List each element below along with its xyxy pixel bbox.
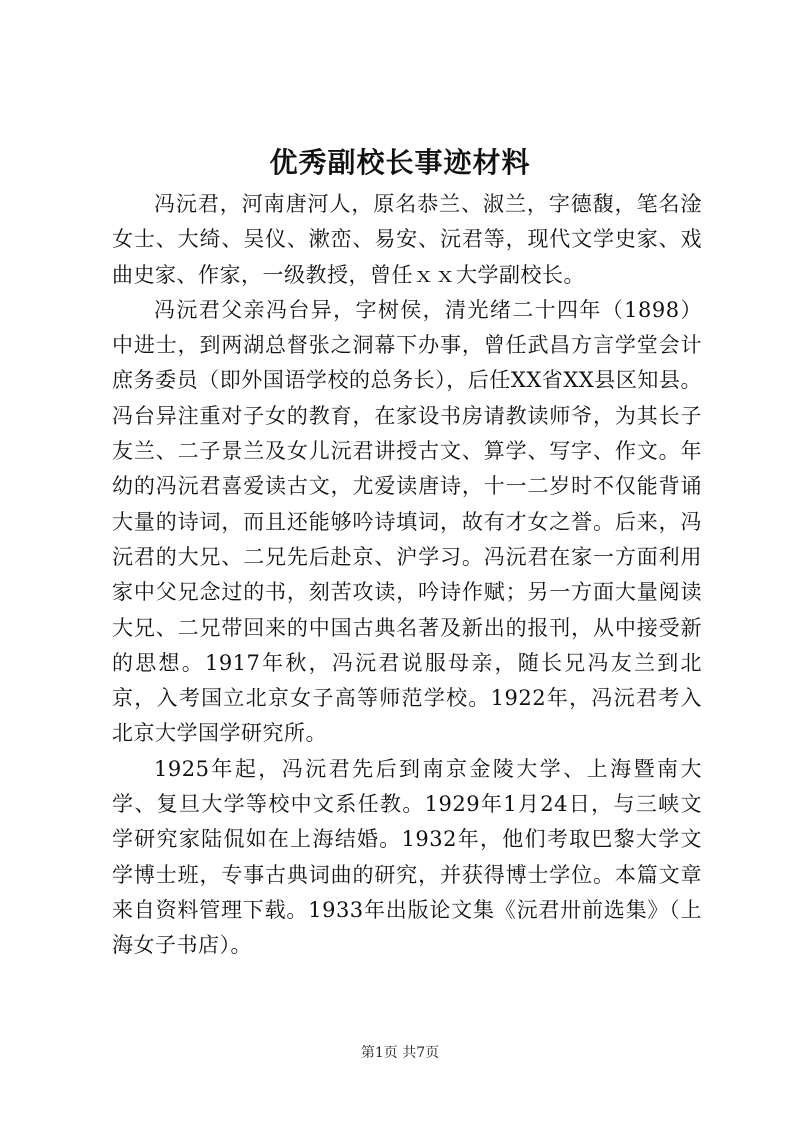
page-number-footer: 第1页 共7页: [360, 1045, 440, 1061]
paragraph-intro: 冯沅君，河南唐河人，原名恭兰、淑兰，字德馥，笔名淦女士、大绮、吴仪、漱峦、易安、沅君等，现代文学史家、戏曲史家、作家，一级教授，曾任ｘｘ大学副校长。: [112, 192, 702, 287]
paragraph-career: 1925年起，冯沅君先后到南京金陵大学、上海暨南大学、复旦大学等校中文系任教。1929年1月24日，与三峡文学研究家陆侃如在上海结婚。1932年，他们考取巴黎大学文学博士班，专事古典词曲的研究，并获得博士学位。本篇文章来自资料管理下载。1933年出版论文集《沅君卅前选集》（上海女子书店）。: [112, 756, 702, 958]
document-body: [112, 187, 702, 964]
document-title: 优秀副校长事迹材料: [269, 146, 531, 179]
paragraph-family-background: 冯沅君父亲冯台异，字树侯，清光绪二十四年（1898）中进士，到两湖总督张之洞幕下办事，曾任武昌方言学堂会计庶务委员（即外国语学校的总务长），后任XX省XX县区知县。冯台异注重对子女的教育，在家设书房请教读师爷，为其长子友兰、二子景兰及女儿沅君讲授古文、算学、写字、作文。年幼的冯沅君喜爱读古文，尤爱读唐诗，十一二岁时不仅能背诵大量的诗词，而且还能够吟诗填词，故有才女之誉。后来，冯沅君的大兄、二兄先后赴京、沪学习。冯沅君在家一方面利用家中父兄念过的书，刻苦攻读，吟诗作赋；另一方面大量阅读大兄、二兄带回来的中国古典名著及新出的报刊，从中接受新的思想。1917年秋，冯沅君说服母亲，随长兄冯友兰到北京，入考国立北京女子高等师范学校。1922年，冯沅君考入北京大学国学研究所。: [112, 297, 702, 746]
